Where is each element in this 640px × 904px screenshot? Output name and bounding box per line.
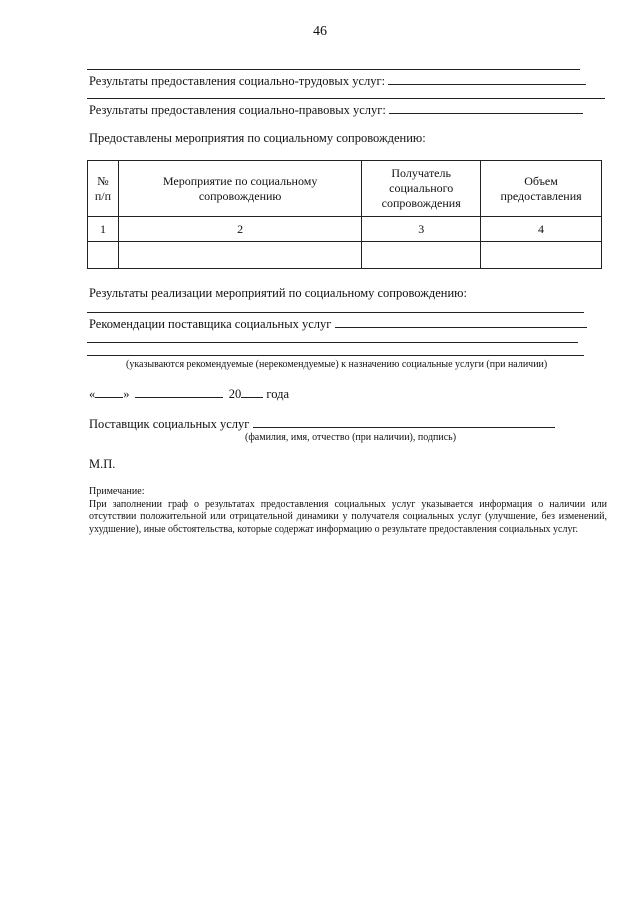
note-text: При заполнении граф о результатах предоставления социальных услуг указывается информация о наличии или отсутствии положительной или отрицательной динамики у получателя социальных услуг (улучшение, без изменений, ухудшение), иные обстоятельства, которые содержат информацию о результате предоставления социальных услуг. [89,498,607,535]
table-row [88,242,602,269]
recommendations-rule-3 [87,355,584,356]
recommendations-label: Рекомендации поставщика социальных услуг [89,317,332,331]
events-results-label: Результаты реализации мероприятий по социальному сопровождению: [89,286,467,300]
date-row [89,385,289,402]
stamp-mark: М.П. [89,457,116,471]
year-blank[interactable] [241,385,263,398]
header-event: Мероприятие по социальному сопровождению [118,161,361,217]
provider-blank[interactable] [253,415,555,428]
table-cell: 2 [118,217,361,242]
labor-results-row [89,72,586,89]
date-close-quote: » [123,387,130,401]
recommendations-caption: (указываются рекомендуемые (нерекомендуемые) к назначению социальные услуги (при наличии) [126,359,548,370]
note-block [89,486,607,536]
month-blank[interactable] [135,385,223,398]
labor-results-label: Результаты предоставления социально-трудовых услуг: [89,74,386,88]
labor-results-blank[interactable] [388,72,586,85]
table-cell-empty[interactable] [88,242,119,269]
top-rule [87,69,580,70]
table-cell-empty[interactable] [481,242,602,269]
table-cell: 3 [362,217,481,242]
recommendations-row [89,315,587,332]
table-cell: 1 [88,217,119,242]
page-number: 46 [313,24,327,39]
note-title: Примечание: [89,486,145,497]
table-cell-empty[interactable] [362,242,481,269]
year-suffix: года [266,387,289,401]
table-cell: 4 [481,217,602,242]
table-cell-empty[interactable] [118,242,361,269]
provider-caption: (фамилия, имя, отчество (при наличии), подпись) [245,432,457,443]
labor-extra-rule [87,98,605,99]
header-number: № п/п [88,161,119,217]
recommendations-rule-2 [87,342,578,343]
day-blank[interactable] [95,385,123,398]
header-volume: Объем предоставления [481,161,602,217]
events-intro: Предоставлены мероприятия по социальному сопровождению: [89,131,426,145]
legal-results-row [89,101,583,118]
table-header-row [88,161,602,217]
date-open-quote: « [89,387,96,401]
year-prefix: 20 [228,387,242,401]
table-row [88,217,602,242]
header-recipient: Получатель социального сопровождения [362,161,481,217]
legal-results-blank[interactable] [389,101,583,114]
legal-results-label: Результаты предоставления социально-правовых услуг: [89,103,386,117]
recommendations-blank[interactable] [335,315,587,328]
provider-row [89,415,555,432]
provider-label: Поставщик социальных услуг [89,417,250,431]
support-events-table [87,160,602,269]
events-results-rule [87,312,584,313]
